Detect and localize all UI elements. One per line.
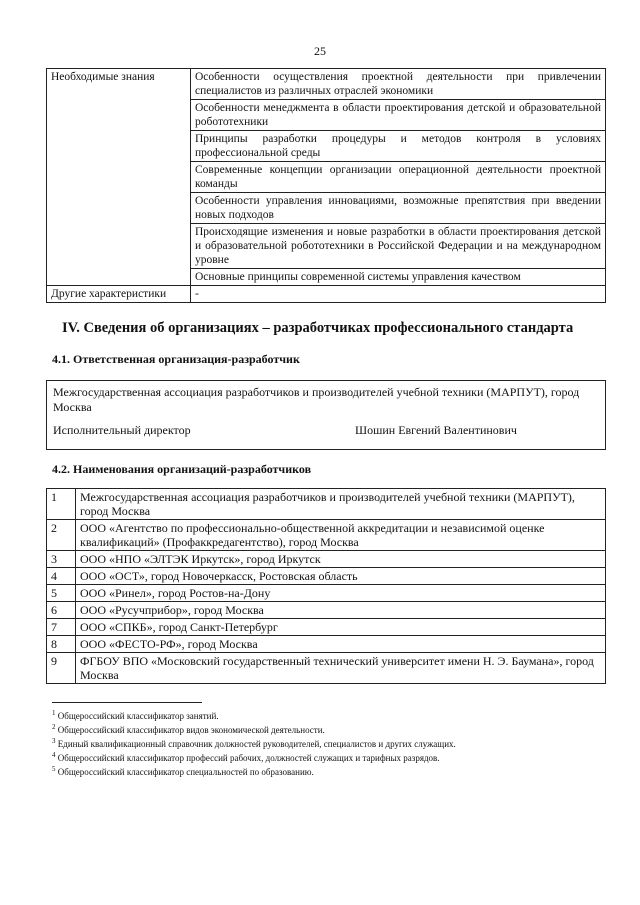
- row-number: 6: [47, 602, 76, 619]
- responsible-role: Исполнительный директор: [53, 423, 191, 437]
- table-row: [47, 619, 606, 636]
- footnote-mark: 4: [52, 751, 56, 759]
- footnote-text: Общероссийский классификатор видов экономической деятельности.: [57, 725, 325, 735]
- footnote-text: Общероссийский классификатор специальностей по образованию.: [57, 767, 314, 777]
- responsible-organization-box: [46, 380, 606, 450]
- knowledge-item: Особенности менеджмента в области проектирования детской и образовательной робототехники: [191, 100, 606, 131]
- responsible-organization: Межгосударственная ассоциация разработчиков и производителей учебной техники (МАРПУТ), город Москва: [53, 385, 580, 414]
- organization-name: ООО «ФЕСТО-РФ», город Москва: [76, 636, 606, 653]
- developers-heading: 4.2. Наименования организаций-разработчиков: [52, 462, 312, 476]
- table-row: [47, 568, 606, 585]
- section-title: IV. Сведения об организациях – разработчиках профессионального стандарта: [62, 320, 574, 336]
- organization-name: ООО «Агентство по профессионально-общественной аккредитации и независимой оценке квалификаций» (Профаккредагентство), город Москва: [76, 520, 606, 551]
- responsible-person: Шошин Евгений Валентинович: [355, 423, 517, 437]
- organization-name: ООО «ОСТ», город Новочеркасск, Ростовская область: [76, 568, 606, 585]
- footnote-mark: 5: [52, 765, 56, 773]
- table-row: [47, 636, 606, 653]
- footnotes: [52, 708, 456, 778]
- footnote-mark: 2: [52, 723, 56, 731]
- footnote: [52, 736, 456, 750]
- knowledge-item: Особенности осуществления проектной деятельности при привлечении специалистов из различных отраслей экономики: [191, 69, 606, 100]
- footnote: [52, 750, 456, 764]
- organization-name: Межгосударственная ассоциация разработчиков и производителей учебной техники (МАРПУТ), город Москва: [76, 489, 606, 520]
- table-row: [47, 653, 606, 684]
- row-number: 1: [47, 489, 76, 520]
- footnote-divider: [52, 702, 202, 703]
- knowledge-item: Происходящие изменения и новые разработки в области проектирования детской и образовательной робототехники в Российской Федерации и на международном уровне: [191, 224, 606, 269]
- responsible-heading: 4.1. Ответственная организация-разработчик: [52, 352, 300, 366]
- footnote: [52, 708, 456, 722]
- organization-name: ООО «Ринел», город Ростов-на-Дону: [76, 585, 606, 602]
- organization-name: ООО «НПО «ЭЛТЭК Иркутск», город Иркутск: [76, 551, 606, 568]
- knowledge-item: Основные принципы современной системы управления качеством: [191, 269, 606, 286]
- table-row: [47, 585, 606, 602]
- knowledge-item: Особенности управления инновациями, возможные препятствия при введении новых подходов: [191, 193, 606, 224]
- organization-name: ООО «Русучприбор», город Москва: [76, 602, 606, 619]
- row-number: 2: [47, 520, 76, 551]
- table-row: [47, 602, 606, 619]
- knowledge-table: [46, 68, 606, 303]
- footnote: [52, 764, 456, 778]
- footnote-text: Общероссийский классификатор профессий рабочих, должностей служащих и тарифных разрядов.: [57, 753, 440, 763]
- footnote-mark: 1: [52, 709, 56, 717]
- other-characteristics-value: -: [191, 286, 606, 303]
- row-number: 7: [47, 619, 76, 636]
- row-number: 8: [47, 636, 76, 653]
- table-row: [47, 286, 606, 303]
- other-characteristics-label: Другие характеристики: [47, 286, 191, 303]
- row-number: 4: [47, 568, 76, 585]
- knowledge-label: Необходимые знания: [47, 69, 191, 286]
- table-row: [47, 551, 606, 568]
- organization-name: ООО «СПКБ», город Санкт-Петербург: [76, 619, 606, 636]
- table-row: [47, 489, 606, 520]
- table-row: [47, 69, 606, 100]
- knowledge-item: Принципы разработки процедуры и методов контроля в условиях профессиональной среды: [191, 131, 606, 162]
- row-number: 5: [47, 585, 76, 602]
- row-number: 9: [47, 653, 76, 684]
- table-row: [47, 520, 606, 551]
- footnote: [52, 722, 456, 736]
- page-number: 25: [314, 44, 326, 58]
- developers-table: [46, 488, 606, 684]
- footnote-text: Общероссийский классификатор занятий.: [57, 711, 219, 721]
- organization-name: ФГБОУ ВПО «Московский государственный технический университет имени Н. Э. Баумана», город Москва: [76, 653, 606, 684]
- row-number: 3: [47, 551, 76, 568]
- footnote-text: Единый квалификационный справочник должностей руководителей, специалистов и других служащих.: [57, 739, 456, 749]
- knowledge-item: Современные концепции организации операционной деятельности проектной команды: [191, 162, 606, 193]
- footnote-mark: 3: [52, 737, 56, 745]
